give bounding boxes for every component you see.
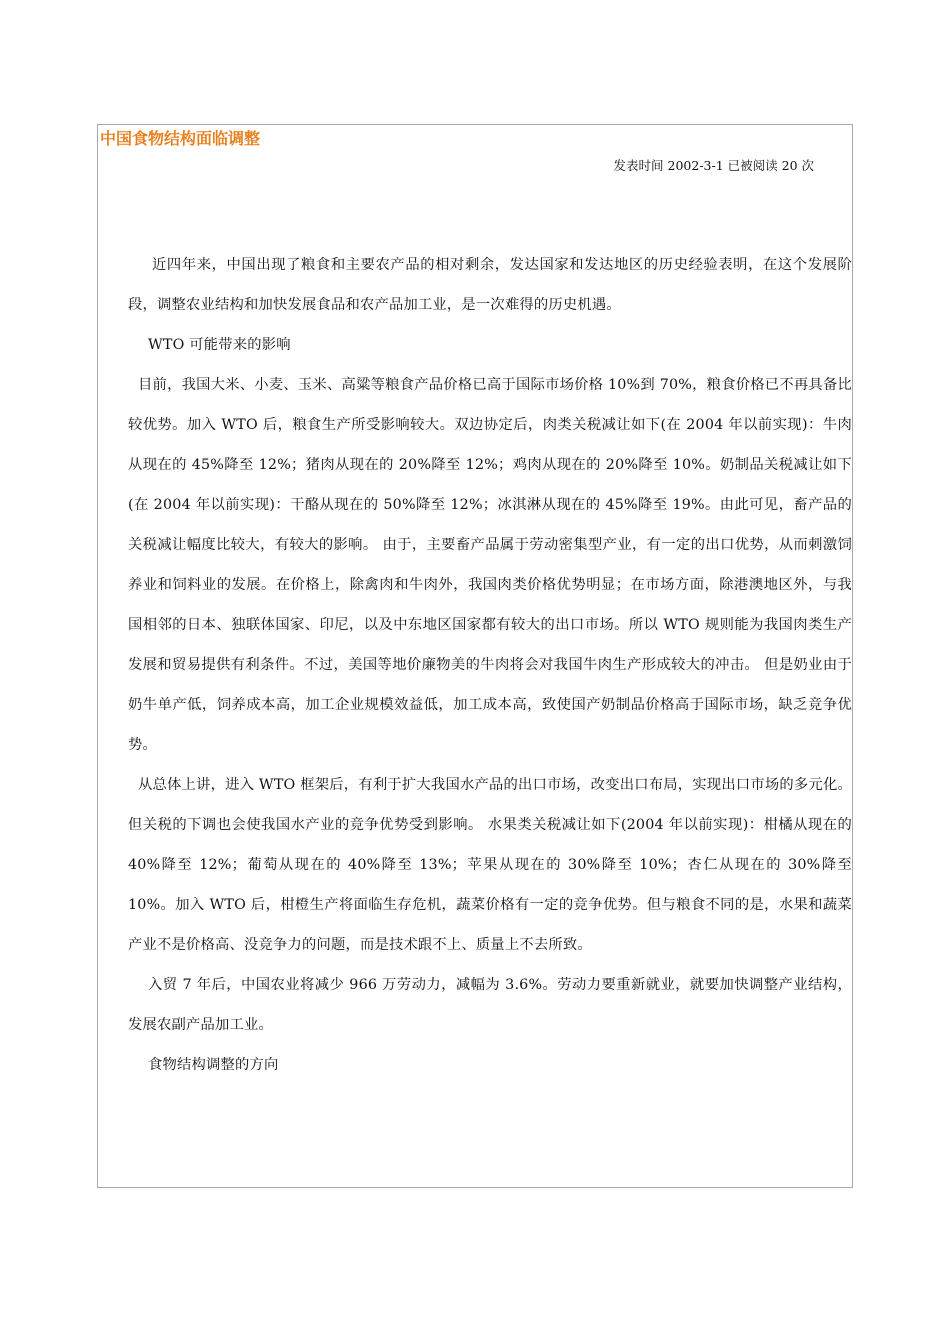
article-body (128, 245, 852, 1085)
paragraph-aquatic-fruit: 从总体上讲，进入 WTO 框架后，有利于扩大我国水产品的出口市场，改变出口布局，实现出口市场的多元化。但关税的下调也会使我国水产业的竞争优势受到影响。 水果类关税减让如下(2004 年以前实现)：柑橘从现在的 40%降至 12%；葡萄从现在的 40%降至 13%；苹果从现在的 30%降至 10%；杏仁从现在的 30%降至 10%。加入 WTO 后，柑橙生产将面临生存危机，蔬菜价格有一定的竞争优势。但与粮食不同的是，水果和蔬菜产业不是价格高、没竞争力的问题，而是技术跟不上、质量上不去所致。 (128, 777, 852, 953)
publish-info: 发表时间 2002-3-1 已被阅读 20 次 (613, 158, 814, 173)
paragraph-tariffs-grain-meat: 目前，我国大米、小麦、玉米、高粱等粮食产品价格已高于国际市场价格 10%到 70%，粮食价格已不再具备比较优势。加入 WTO 后，粮食生产所受影响较大。双边协定后，肉类关税减让如下(在 2004 年以前实现)：牛肉从现在的 45%降至 12%；猪肉从现在的 20%降至 12%；鸡肉从现在的 20%降至 10%。奶制品关税减让如下(在 2004 年以前实现)：干酪从现在的 50%降至 12%；冰淇淋从现在的 45%降至 19%。由此可见，畜产品的关税减让幅度比较大，有较大的影响。 由于，主要畜产品属于劳动密集型产业，有一定的出口优势，从而刺激饲养业和饲料业的发展。在价格上，除禽肉和牛肉外，我国肉类价格优势明显；在市场方面，除港澳地区外，与我国相邻的日本、独联体国家、印尼，以及中东地区国家都有较大的出口市场。所以 WTO 规则能为我国肉类生产发展和贸易提供有利条件。不过，美国等地价廉物美的牛肉将会对我国牛肉生产形成较大的冲击。 但是奶业由于奶牛单产低，饲养成本高，加工企业规模效益低，加工成本高，致使国产奶制品价格高于国际市场，缺乏竞争优势。 (128, 377, 852, 753)
section-heading-food-structure: 食物结构调整的方向 (148, 1057, 279, 1073)
section-heading-wto-impact: WTO 可能带来的影响 (148, 337, 291, 353)
article-frame (97, 124, 853, 1188)
article-title: 中国食物结构面临调整 (100, 129, 261, 148)
paragraph-labor: 入贸 7 年后，中国农业将减少 966 万劳动力，减幅为 3.6%。劳动力要重新就业，就要加快调整产业结构，发展农副产品加工业。 (128, 977, 852, 1033)
paragraph-intro: 近四年来，中国出现了粮食和主要农产品的相对剩余，发达国家和发达地区的历史经验表明，在这个发展阶段，调整农业结构和加快发展食品和农产品加工业，是一次难得的历史机遇。 (128, 257, 852, 313)
